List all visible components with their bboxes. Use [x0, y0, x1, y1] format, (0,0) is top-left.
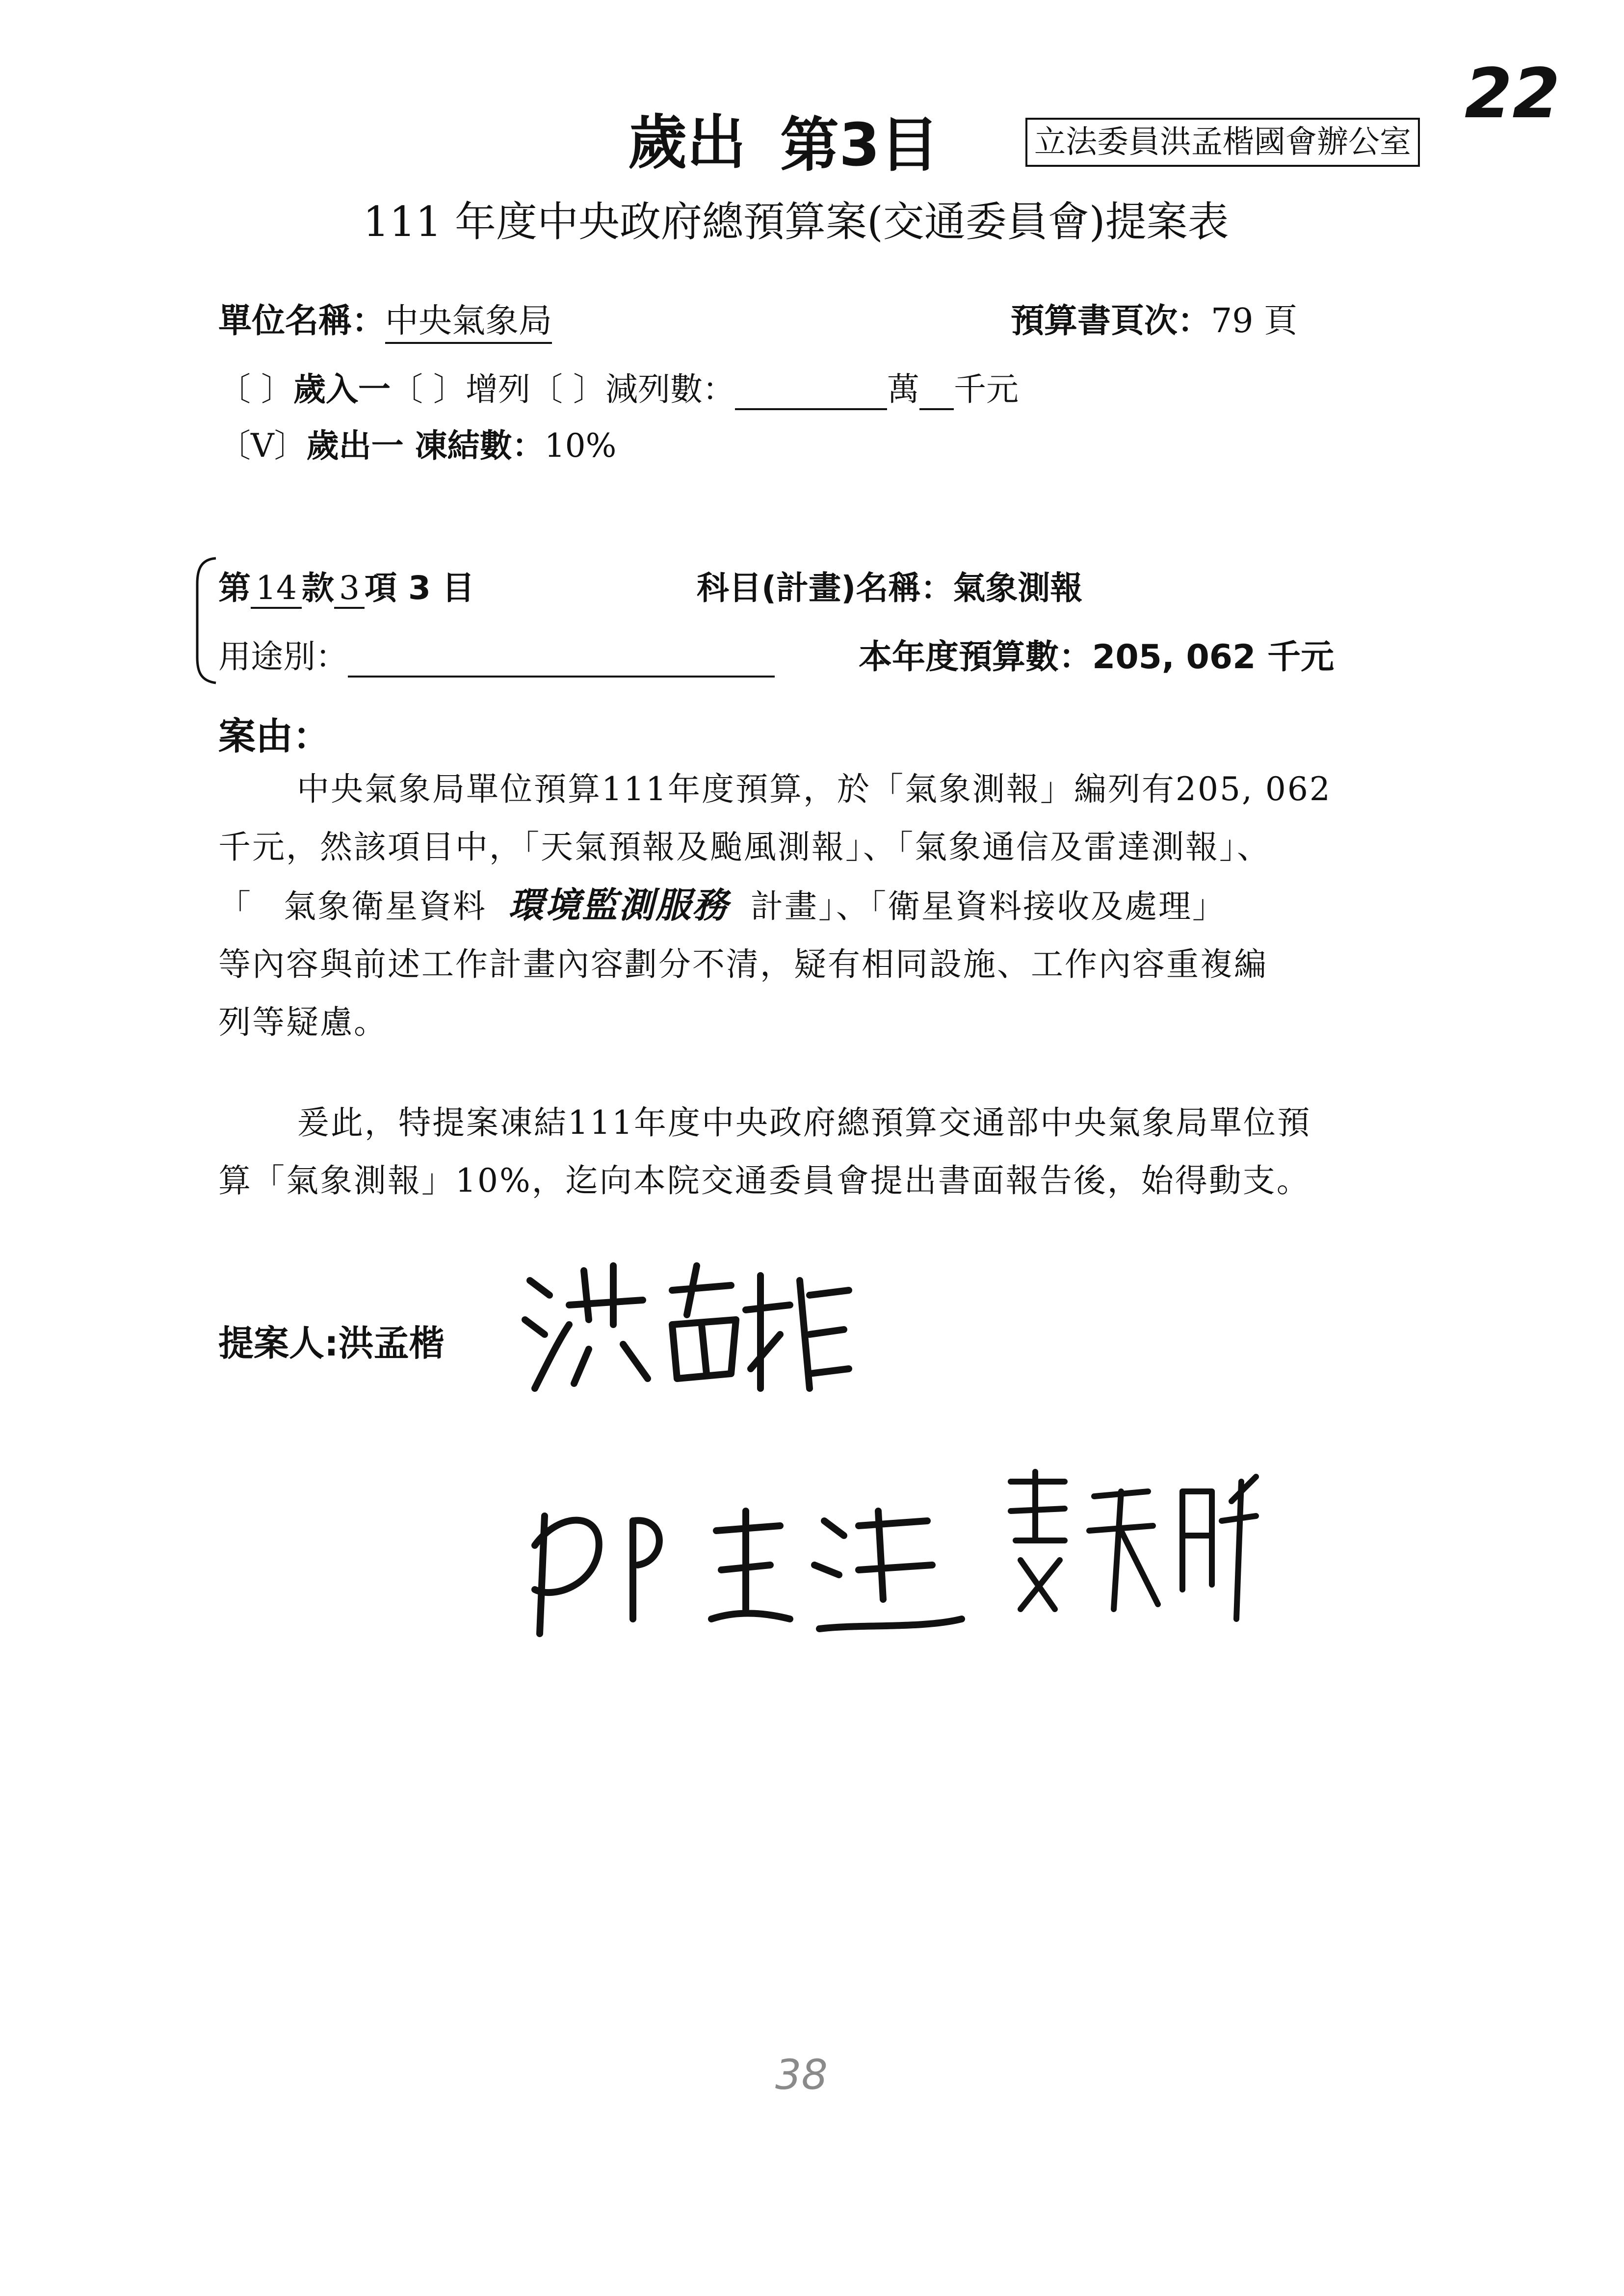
office-stamp-text: 立法委員洪孟楷國會辦公室: [1034, 124, 1411, 160]
section-xiang-num: 3: [334, 569, 365, 609]
handwritten-insertion: 環境監測服務: [508, 885, 729, 926]
unit-row: [218, 294, 552, 344]
section-di: 第: [218, 569, 251, 607]
revenue-blank-wan: [735, 370, 887, 410]
annual-budget-label: 本年度預算數：: [859, 638, 1093, 677]
reason-paragraph-2: [218, 1094, 1425, 1210]
footer-number: 38: [775, 2051, 828, 2099]
section-xiang: 項 3 目: [364, 569, 474, 607]
section-kuan: 款: [301, 569, 334, 607]
signature-cosigner-1: [505, 1491, 996, 1639]
item-number: 第3目: [780, 111, 939, 180]
reason-p1-line-2: 千元，然該項目中，「天氣預報及颱風測報」、「氣象通信及雷達測報」、: [218, 828, 1271, 866]
reason-p1-line-3: [218, 876, 1425, 936]
unit-label: 單位名稱：: [218, 302, 386, 340]
reason-p1-line-1: 中央氣象局單位預算111年度預算，於「氣象測報」編列有205, 062: [297, 770, 1332, 808]
revenue-row: [218, 363, 1019, 410]
section-row: [218, 562, 474, 609]
reason-p2-line-1: 爰此，特提案凍結111年度中央政府總預算交通部中央氣象局單位預: [297, 1104, 1311, 1142]
signature-cosigner-2: [991, 1462, 1266, 1624]
category-label: 歲出: [628, 109, 746, 177]
usage-row: [218, 630, 775, 678]
revenue-unit-wan: 萬: [887, 370, 919, 408]
reason-p1-line-5: 列等疑慮。: [218, 1003, 388, 1041]
signature-proposer: [515, 1251, 859, 1398]
usage-label: 用途別：: [218, 638, 348, 676]
proposer-label: 提案人:洪孟楷: [218, 1323, 445, 1364]
expenditure-value: 10%: [544, 427, 617, 465]
section-kuan-num: 14: [251, 569, 302, 609]
reason-heading: 案由：: [218, 714, 330, 758]
reason-p1-line-3a: 「: [218, 887, 252, 925]
expenditure-checkbox: 〔V〕: [218, 427, 307, 465]
revenue-increase: 〔 〕增列: [390, 370, 530, 408]
section-bracket: [186, 554, 221, 687]
expenditure-label: 歲出一 凍結數：: [306, 427, 545, 465]
reason-p1-line-3b: 氣象衛星資料: [283, 887, 487, 925]
revenue-checkbox: 〔 〕: [218, 370, 293, 408]
reason-p1-line-4: 等內容與前述工作計畫內容劃分不清，疑有相同設施、工作內容重複編: [218, 945, 1268, 983]
annual-budget-value: 205, 062 千元: [1092, 638, 1335, 677]
revenue-unit-thousand: 千元: [953, 370, 1019, 408]
revenue-blank-thousand: [919, 370, 954, 410]
revenue-label: 歲入一: [293, 370, 391, 408]
unit-value: 中央氣象局: [385, 294, 552, 344]
budget-page-value: 79 頁: [1211, 302, 1298, 340]
usage-blank: [348, 638, 775, 678]
revenue-decrease: 〔 〕減列數：: [530, 370, 735, 408]
budget-page-row: [1011, 294, 1297, 342]
subject-value: 氣象測報: [953, 569, 1083, 607]
annual-budget-row: [859, 630, 1334, 678]
page-number: 22: [1465, 54, 1560, 134]
subject-label: 科目(計畫)名稱：: [697, 569, 953, 607]
reason-p2-line-2: 算「氣象測報」10%，迄向本院交通委員會提出書面報告後，始得動支。: [218, 1162, 1310, 1200]
reason-p1-line-3c: 計畫」、「衛星資料接收及處理」: [750, 887, 1226, 925]
page-title: 111 年度中央政府總預算案(交通委員會)提案表: [363, 198, 1229, 246]
reason-paragraph-1: [218, 760, 1425, 1051]
expenditure-row: [218, 419, 616, 466]
subject-row: [697, 562, 1082, 608]
office-stamp: [1025, 118, 1420, 167]
budget-page-label: 預算書頁次：: [1011, 302, 1211, 340]
